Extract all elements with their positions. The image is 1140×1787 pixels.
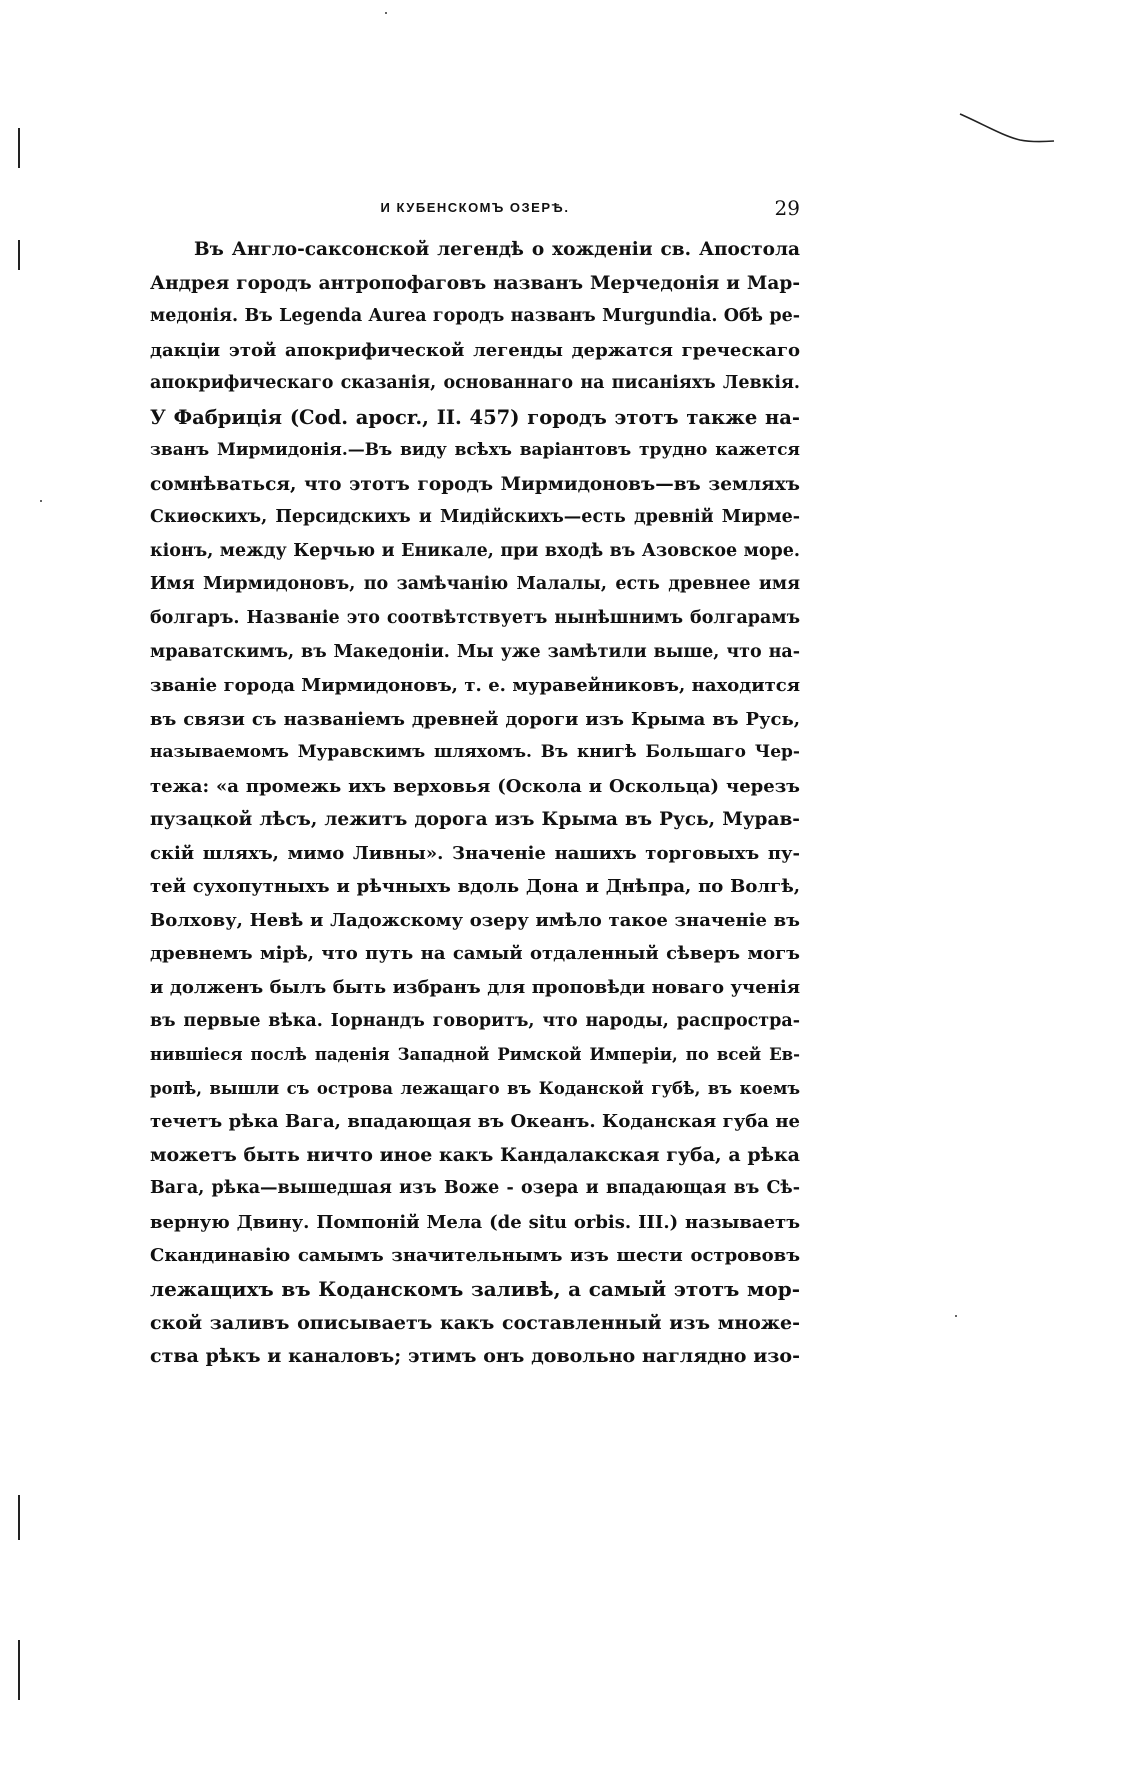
left-margin-mark [18,1640,20,1700]
scan-speck [40,500,42,502]
text-line: Волхову, Невѣ и Ладожскому озеру имѣло такое значеніе въ [150,909,800,931]
text-line: апокрифическаго сказанія, основаннаго на писаніяхъ Левкія. [150,373,800,394]
text-line: скій шляхъ, мимо Ливны». Значеніе нашихъ торговыхъ пу- [150,842,800,864]
text-line: дакціи этой апокрифической легенды держатся греческаго [150,339,800,361]
text-line: Андрея городъ антропофаговъ названъ Мерчедонія и Мар- [150,272,800,294]
text-line: ропѣ, вышли съ острова лежащаго въ Коданской губѣ, въ коемъ [150,1078,800,1098]
left-margin-mark [18,128,20,168]
scan-speck [385,12,387,14]
text-line: пузацкой лѣсъ, лежитъ дорога изъ Крыма въ Русь, Мурав- [150,809,800,831]
scan-speck [955,1315,957,1317]
text-line: болгаръ. Названіе это соотвѣтствуетъ нынѣшнимъ болгарамъ [150,608,800,629]
text-line: и долженъ былъ быть избранъ для проповѣди новаго ученія [150,977,800,999]
text-line: У Фабриція (Cod. apocr., II. 457) городъ этотъ также на- [150,405,800,429]
text-line: въ первые вѣка. Іорнандъ говоритъ, что народы, распростра- [150,1010,800,1031]
text-line: званъ Мирмидонія.—Въ виду всѣхъ варіантовъ трудно кажется [150,440,800,461]
running-title: И КУБЕНСКОМЪ ОЗЕРѢ. [380,200,570,215]
body-text [150,233,800,1374]
text-line: Вага, рѣка—вышедшая изъ Воже - озера и впадающая въ Сѣ- [150,1178,800,1199]
text-line: въ связи съ названіемъ древней дороги изъ Крыма въ Русь, [150,708,800,730]
text-line: тежа: «а промежь ихъ верховья (Оскола и Оскольца) черезъ [150,775,800,797]
left-margin-mark [18,240,20,270]
text-line: нившіеся послѣ паденія Западной Римской Имперіи, по всей Ев- [150,1045,800,1065]
text-line: Въ Англо-саксонской легендѣ о хожденіи св. Апостола [194,239,800,260]
text-line: медонія. Въ Legenda Aurea городъ названъ Murgundia. Обѣ ре- [150,306,800,327]
left-margin-mark [18,1495,20,1540]
text-line: ской заливъ описываетъ какъ составленный изъ множе- [150,1311,800,1334]
text-line: тей сухопутныхъ и рѣчныхъ вдоль Дона и Днѣпра, по Волгѣ, [150,876,800,898]
page-header [150,196,800,226]
text-line: ства рѣкъ и каналовъ; этимъ онъ довольно наглядно изо- [150,1345,800,1368]
text-line: кіонъ, между Керчью и Еникале, при входѣ въ Азовское море. [150,540,800,561]
text-line: Имя Мирмидоновъ, по замѣчанію Малалы, есть древнее имя [150,574,800,595]
text-line: Скиѳскихъ, Персидскихъ и Мидійскихъ—есть древній Мирме- [150,507,800,528]
text-line: верную Двину. Помпоній Мела (de situ orbis. III.) называетъ [150,1211,800,1233]
text-line: лежащихъ въ Коданскомъ заливѣ, а самый этотъ мор- [150,1276,800,1301]
text-line: сомнѣваться, что этотъ городъ Мирмидоновъ—въ земляхъ [150,473,800,495]
text-line: древнемъ мірѣ, что путь на самый отдаленный сѣверъ могъ [150,943,800,965]
text-line: течетъ рѣка Вага, впадающая въ Океанъ. Коданская губа не [150,1111,800,1133]
text-line: можетъ быть ничто иное какъ Кандалакская губа, а рѣка [150,1143,800,1166]
text-line: званіе города Мирмидоновъ, т. е. муравейниковъ, находится [150,675,800,697]
text-line: Скандинавію самымъ значительнымъ изъ шести острововъ [150,1245,800,1267]
text-line: мраватскимъ, въ Македоніи. Мы уже замѣтили выше, что на- [150,641,800,662]
text-line: называемомъ Муравскимъ шляхомъ. Въ книгѣ Большаго Чер- [150,742,800,763]
corner-pen-stroke [958,110,1058,150]
page-number: 29 [774,196,800,220]
